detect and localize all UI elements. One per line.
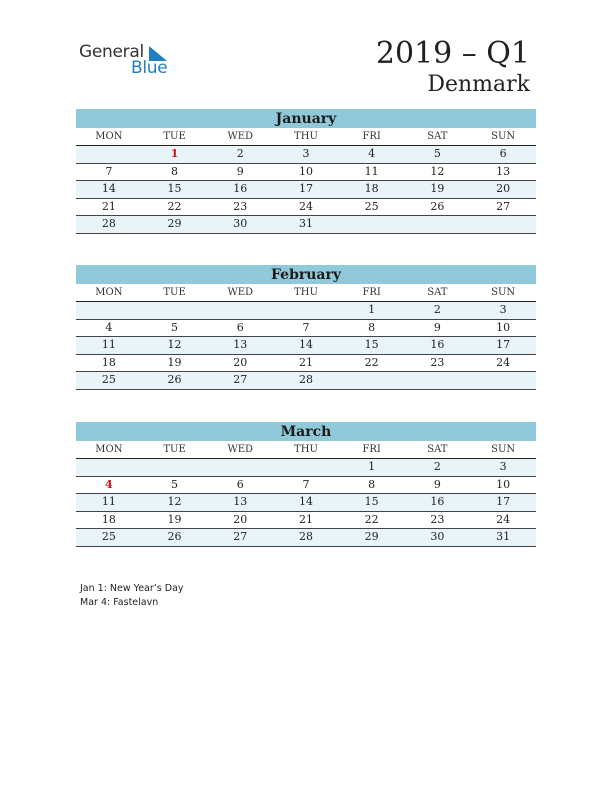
day-cell: 22 — [142, 198, 208, 216]
day-cell: 27 — [470, 198, 536, 216]
month-calendar-january — [76, 109, 536, 234]
day-cell: 22 — [339, 511, 405, 529]
day-cell: 28 — [273, 372, 339, 390]
day-cell: 14 — [76, 181, 142, 199]
day-cell: 25 — [76, 529, 142, 547]
weekday-header: FRI — [339, 284, 405, 302]
week-row — [76, 529, 536, 547]
day-cell: 6 — [470, 146, 536, 164]
day-cell: 10 — [470, 319, 536, 337]
logo-word-general: General — [79, 42, 144, 62]
day-cell: 1 — [142, 146, 208, 164]
day-cell: 11 — [339, 163, 405, 181]
day-cell: 20 — [470, 181, 536, 199]
day-cell: 10 — [470, 476, 536, 494]
week-row — [76, 494, 536, 512]
day-cell: 28 — [273, 529, 339, 547]
weekday-header: SUN — [470, 128, 536, 146]
day-cell: 5 — [405, 146, 471, 164]
day-cell: 17 — [470, 494, 536, 512]
weekday-header: WED — [207, 128, 273, 146]
day-cell: 31 — [470, 529, 536, 547]
week-row — [76, 476, 536, 494]
day-cell: 5 — [142, 319, 208, 337]
day-cell: 24 — [470, 354, 536, 372]
day-cell: 8 — [339, 319, 405, 337]
logo — [79, 42, 179, 78]
day-cell: 23 — [405, 511, 471, 529]
day-cell: 29 — [339, 529, 405, 547]
weekday-header: SAT — [405, 284, 471, 302]
day-cell: 11 — [76, 494, 142, 512]
weekday-header: SUN — [470, 441, 536, 459]
day-cell: 26 — [142, 529, 208, 547]
day-cell: 21 — [273, 511, 339, 529]
day-cell: 26 — [142, 372, 208, 390]
day-cell — [76, 146, 142, 164]
week-row — [76, 216, 536, 234]
day-cell: 18 — [339, 181, 405, 199]
month-title: March — [76, 422, 536, 441]
day-cell — [470, 372, 536, 390]
country-name: Denmark — [427, 72, 530, 97]
weekday-header: WED — [207, 441, 273, 459]
day-cell: 20 — [207, 354, 273, 372]
week-row — [76, 319, 536, 337]
weekday-header: FRI — [339, 128, 405, 146]
day-cell: 12 — [142, 337, 208, 355]
day-cell: 31 — [273, 216, 339, 234]
day-cell: 7 — [76, 163, 142, 181]
day-cell: 14 — [273, 337, 339, 355]
week-row — [76, 198, 536, 216]
day-cell: 24 — [470, 511, 536, 529]
day-cell: 3 — [470, 302, 536, 320]
day-cell: 12 — [142, 494, 208, 512]
day-cell: 23 — [405, 354, 471, 372]
weekday-header: THU — [273, 441, 339, 459]
weekday-header: MON — [76, 441, 142, 459]
day-cell: 25 — [339, 198, 405, 216]
day-cell: 19 — [142, 354, 208, 372]
day-cell: 1 — [339, 459, 405, 477]
month-title: January — [76, 109, 536, 128]
day-cell: 18 — [76, 511, 142, 529]
day-cell: 6 — [207, 476, 273, 494]
day-cell: 26 — [405, 198, 471, 216]
day-cell: 4 — [76, 319, 142, 337]
day-cell: 17 — [470, 337, 536, 355]
day-cell: 21 — [273, 354, 339, 372]
holiday-notes — [80, 582, 184, 610]
day-cell: 3 — [470, 459, 536, 477]
month-grid — [76, 128, 536, 234]
weekday-header: SUN — [470, 284, 536, 302]
day-cell: 11 — [76, 337, 142, 355]
week-row — [76, 354, 536, 372]
day-cell: 9 — [405, 319, 471, 337]
day-cell: 2 — [405, 302, 471, 320]
day-cell: 16 — [405, 494, 471, 512]
day-cell: 21 — [76, 198, 142, 216]
holiday-note: Jan 1: New Year’s Day — [80, 583, 184, 594]
day-cell — [470, 216, 536, 234]
day-cell: 9 — [207, 163, 273, 181]
day-cell: 8 — [339, 476, 405, 494]
weekday-header: TUE — [142, 441, 208, 459]
weekday-header: MON — [76, 284, 142, 302]
day-cell: 18 — [76, 354, 142, 372]
day-cell: 30 — [405, 529, 471, 547]
page-title: 2019 – Q1 — [375, 36, 530, 71]
weekday-header: MON — [76, 128, 142, 146]
day-cell: 16 — [207, 181, 273, 199]
day-cell: 12 — [405, 163, 471, 181]
day-cell: 27 — [207, 529, 273, 547]
week-row — [76, 459, 536, 477]
day-cell — [207, 459, 273, 477]
month-grid — [76, 284, 536, 390]
day-cell: 23 — [207, 198, 273, 216]
day-cell: 13 — [470, 163, 536, 181]
day-cell: 20 — [207, 511, 273, 529]
weekday-header: FRI — [339, 441, 405, 459]
day-cell: 15 — [142, 181, 208, 199]
week-row — [76, 163, 536, 181]
weekday-header: WED — [207, 284, 273, 302]
day-cell: 19 — [405, 181, 471, 199]
day-cell — [339, 216, 405, 234]
day-cell — [76, 459, 142, 477]
weekday-header: SAT — [405, 441, 471, 459]
day-cell: 9 — [405, 476, 471, 494]
day-cell: 4 — [339, 146, 405, 164]
week-row — [76, 146, 536, 164]
day-cell: 14 — [273, 494, 339, 512]
day-cell: 25 — [76, 372, 142, 390]
day-cell: 30 — [207, 216, 273, 234]
holiday-note: Mar 4: Fastelavn — [80, 597, 159, 608]
day-cell: 13 — [207, 337, 273, 355]
day-cell: 15 — [339, 494, 405, 512]
day-cell: 4 — [76, 476, 142, 494]
day-cell: 1 — [339, 302, 405, 320]
day-cell — [76, 302, 142, 320]
day-cell: 24 — [273, 198, 339, 216]
weekday-header: TUE — [142, 284, 208, 302]
day-cell: 7 — [273, 476, 339, 494]
day-cell: 5 — [142, 476, 208, 494]
day-cell — [405, 372, 471, 390]
day-cell: 19 — [142, 511, 208, 529]
week-row — [76, 337, 536, 355]
month-grid — [76, 441, 536, 547]
month-calendar-february — [76, 265, 536, 390]
day-cell: 27 — [207, 372, 273, 390]
week-row — [76, 372, 536, 390]
day-cell — [273, 459, 339, 477]
day-cell: 2 — [405, 459, 471, 477]
day-cell: 16 — [405, 337, 471, 355]
day-cell: 13 — [207, 494, 273, 512]
weekday-header: THU — [273, 128, 339, 146]
day-cell: 10 — [273, 163, 339, 181]
day-cell — [142, 302, 208, 320]
day-cell: 7 — [273, 319, 339, 337]
day-cell: 29 — [142, 216, 208, 234]
day-cell: 2 — [207, 146, 273, 164]
month-title: February — [76, 265, 536, 284]
day-cell: 6 — [207, 319, 273, 337]
week-row — [76, 511, 536, 529]
day-cell — [339, 372, 405, 390]
weekday-header: TUE — [142, 128, 208, 146]
day-cell: 22 — [339, 354, 405, 372]
week-row — [76, 181, 536, 199]
day-cell: 3 — [273, 146, 339, 164]
day-cell — [207, 302, 273, 320]
weekday-header: THU — [273, 284, 339, 302]
day-cell: 15 — [339, 337, 405, 355]
day-cell — [273, 302, 339, 320]
day-cell: 28 — [76, 216, 142, 234]
day-cell — [405, 216, 471, 234]
day-cell: 17 — [273, 181, 339, 199]
day-cell: 8 — [142, 163, 208, 181]
logo-word-blue: Blue — [131, 58, 168, 78]
day-cell — [142, 459, 208, 477]
month-calendar-march — [76, 422, 536, 547]
weekday-header: SAT — [405, 128, 471, 146]
week-row — [76, 302, 536, 320]
